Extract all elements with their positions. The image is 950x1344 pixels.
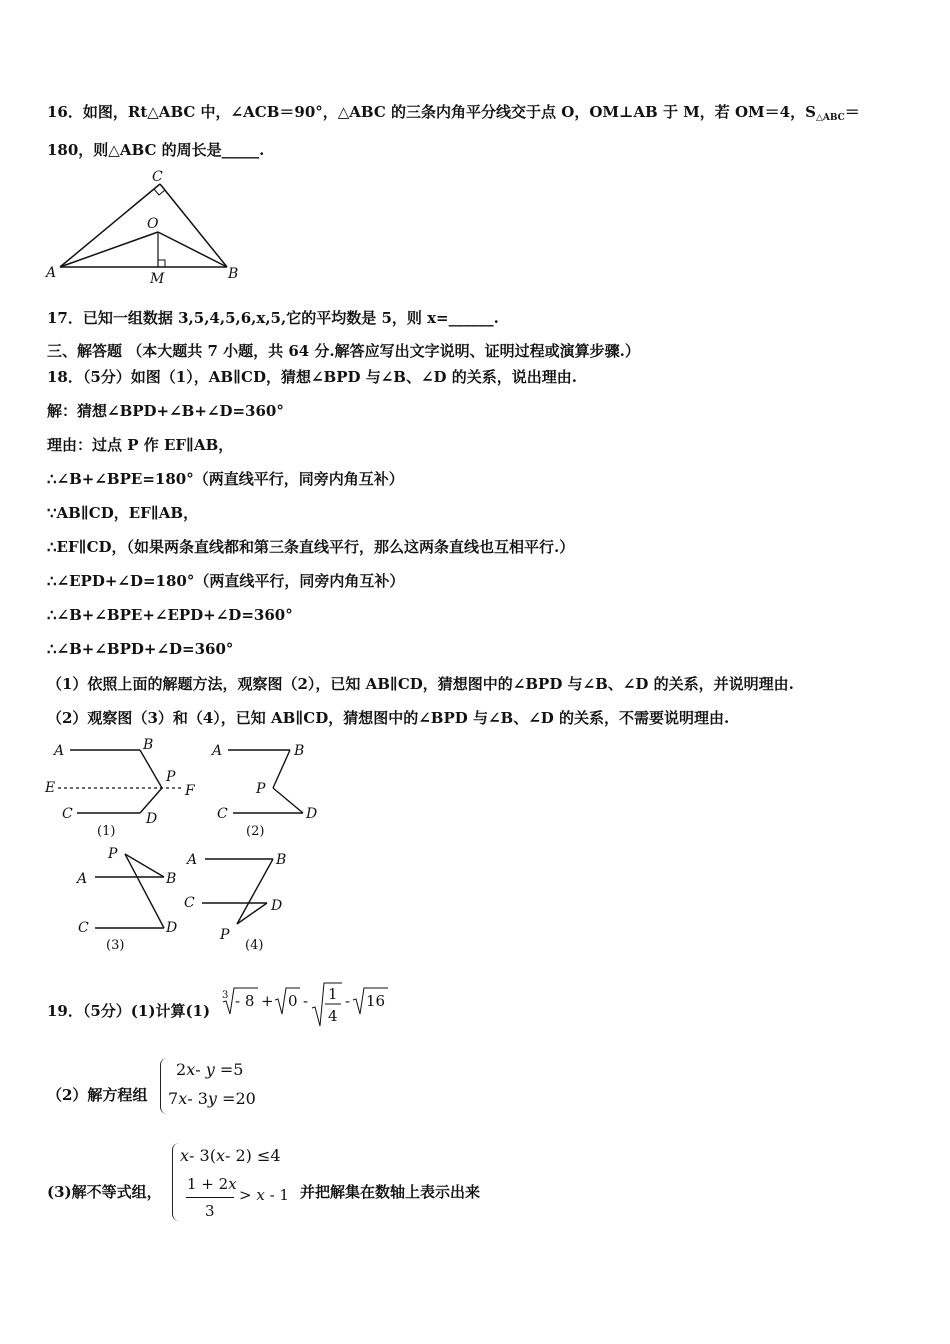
fig1-label-F: F bbox=[185, 783, 195, 799]
q16-text-pre: 16．如图，Rt△ABC 中，∠ACB＝90°，△ABC 的三条内角平分线交于点 O，OM⊥AB 于 M，若 OM＝4，S bbox=[47, 103, 816, 121]
fig2-label-B: B bbox=[294, 743, 305, 759]
figure-16-triangle bbox=[40, 165, 250, 287]
q17-text: 17．已知一组数据 3,5,4,5,6,x,5,它的平均数是 5，则 x=______. bbox=[47, 309, 499, 327]
q18-part2: （2）观察图（3）和（4），已知 AB∥CD，猜想图中的∠BPD 与∠B、∠D 的关系，不需要说明理由. bbox=[47, 709, 730, 727]
fig2-caption: (2) bbox=[246, 824, 265, 839]
minus-sign-1: - bbox=[303, 992, 309, 1010]
fig3-label-B: B bbox=[166, 871, 177, 887]
minus-sign-2: - bbox=[345, 992, 351, 1010]
q18-title: 18．（5分）如图（1），AB∥CD，猜想∠BPD 与∠B、∠D 的关系，说出理由. bbox=[47, 368, 577, 386]
r2-c: - 1 bbox=[264, 1186, 289, 1204]
fig1-label-D: D bbox=[146, 811, 158, 827]
q18-solution-line-6: ∴∠EPD+∠D=180°（两直线平行，同旁内角互补） bbox=[47, 572, 405, 590]
q19-label: 19．（5分）(1)计算(1) bbox=[47, 1002, 211, 1020]
r2-x: x bbox=[256, 1186, 265, 1204]
cbrt-index: 3 bbox=[222, 990, 229, 1001]
fig1-label-P: P bbox=[166, 769, 176, 785]
q19-part3-suffix: 并把解集在数轴上表示出来 bbox=[300, 1183, 481, 1201]
fig3-label-P: P bbox=[108, 846, 118, 862]
system-brace bbox=[160, 1058, 167, 1114]
plus-sign: + bbox=[261, 992, 274, 1010]
r1-a: - 3( bbox=[189, 1146, 216, 1165]
system-eq2 bbox=[168, 1089, 256, 1108]
fig3-caption: (3) bbox=[106, 938, 125, 953]
fig1-label-E: E bbox=[45, 780, 56, 796]
fig4-label-P: P bbox=[220, 927, 230, 943]
q19-expression bbox=[220, 980, 395, 1030]
system-eq1 bbox=[176, 1060, 243, 1079]
fig2-label-P: P bbox=[256, 781, 266, 797]
q16-text-post: ＝ bbox=[844, 103, 860, 121]
eq2-x: x bbox=[178, 1089, 188, 1108]
eq2-c: =20 bbox=[222, 1089, 256, 1108]
fig4-caption: (4) bbox=[245, 938, 264, 953]
fig4-label-B: B bbox=[276, 852, 287, 868]
r1-c: ≤4 bbox=[257, 1146, 281, 1165]
q18-solution-line-5: ∴EF∥CD，（如果两条直线都和第三条直线平行，那么这两条直线也互相平行.） bbox=[47, 538, 575, 556]
q16-subscript: △ABC bbox=[815, 113, 845, 123]
frac-denominator: 4 bbox=[328, 1007, 338, 1025]
label-B: B bbox=[228, 266, 239, 282]
eq2-b: - 3 bbox=[187, 1089, 208, 1108]
r1-x: x bbox=[180, 1146, 190, 1165]
figure-18-3-4 bbox=[40, 842, 340, 957]
q18-solution-line-2: 理由：过点 P 作 EF∥AB， bbox=[47, 436, 234, 454]
inequality-brace bbox=[172, 1143, 179, 1221]
inequality-denominator: 3 bbox=[205, 1202, 215, 1220]
eq1-x: x bbox=[186, 1060, 196, 1079]
inequality-numerator bbox=[187, 1175, 237, 1193]
eq1-b: - bbox=[195, 1060, 206, 1079]
q18-part1: （1）依照上面的解题方法，观察图（2），已知 AB∥CD，猜想图中的∠BPD 与∠B、∠D 的关系，并说明理由. bbox=[47, 675, 794, 693]
fig1-label-A: A bbox=[54, 743, 65, 759]
fig3-label-C: C bbox=[78, 920, 89, 936]
inequality-row1 bbox=[180, 1146, 281, 1165]
q16-line2: 180，则△ABC 的周长是_____. bbox=[47, 141, 265, 159]
eq1-y: y bbox=[205, 1060, 215, 1079]
q19-part3-label: (3)解不等式组， bbox=[47, 1183, 162, 1201]
r2-numx: x bbox=[228, 1175, 237, 1193]
frac-numerator: 1 bbox=[328, 985, 338, 1003]
q18-solution-line-1: 解：猜想∠BPD+∠B+∠D=360° bbox=[47, 402, 284, 420]
label-M: M bbox=[150, 271, 165, 287]
r1-b: - 2) bbox=[224, 1146, 252, 1165]
label-C: C bbox=[152, 169, 163, 185]
label-O: O bbox=[147, 216, 159, 232]
q19-part2-label: （2）解方程组 bbox=[47, 1086, 148, 1104]
fig1-label-C: C bbox=[62, 806, 73, 822]
figure-18-1-2 bbox=[40, 733, 340, 843]
sqrt16-arg: 16 bbox=[366, 992, 386, 1010]
q18-solution-line-8: ∴∠B+∠BPD+∠D=360° bbox=[47, 640, 234, 658]
fig2-label-D: D bbox=[306, 806, 318, 822]
q18-solution-line-7: ∴∠B+∠BPE+∠EPD+∠D=360° bbox=[47, 606, 293, 624]
r2-num: 1 + 2 bbox=[187, 1175, 229, 1193]
label-A: A bbox=[46, 265, 57, 281]
eq2-y: y bbox=[207, 1089, 217, 1108]
sqrt0-arg: 0 bbox=[288, 992, 298, 1010]
r2-gt: > bbox=[239, 1186, 257, 1204]
fig4-label-D: D bbox=[271, 898, 283, 914]
cbrt-arg: - 8 bbox=[235, 992, 255, 1010]
fig3-label-D: D bbox=[166, 920, 178, 936]
fig1-caption: (1) bbox=[97, 824, 116, 839]
inequality-rhs bbox=[239, 1186, 289, 1204]
eq2-a: 7 bbox=[168, 1089, 179, 1108]
q16-line1 bbox=[47, 102, 860, 125]
inequality-fraction-bar bbox=[186, 1197, 234, 1198]
q18-solution-line-4: ∵AB∥CD，EF∥AB， bbox=[47, 504, 199, 522]
r1-x2: x bbox=[215, 1146, 225, 1165]
fig1-label-B: B bbox=[143, 737, 154, 753]
eq1-c: =5 bbox=[219, 1060, 244, 1079]
section-3-heading: 三、解答题 （本大题共 7 小题，共 64 分.解答应写出文字说明、证明过程或演算步骤.） bbox=[47, 342, 640, 360]
q18-solution-line-3: ∴∠B+∠BPE=180°（两直线平行，同旁内角互补） bbox=[47, 470, 404, 488]
fig4-label-C: C bbox=[184, 895, 195, 911]
fig2-label-C: C bbox=[217, 806, 228, 822]
fig2-label-A: A bbox=[212, 743, 223, 759]
fig4-label-A: A bbox=[187, 852, 198, 868]
eq1-a: 2 bbox=[176, 1060, 187, 1079]
fig3-label-A: A bbox=[77, 871, 88, 887]
